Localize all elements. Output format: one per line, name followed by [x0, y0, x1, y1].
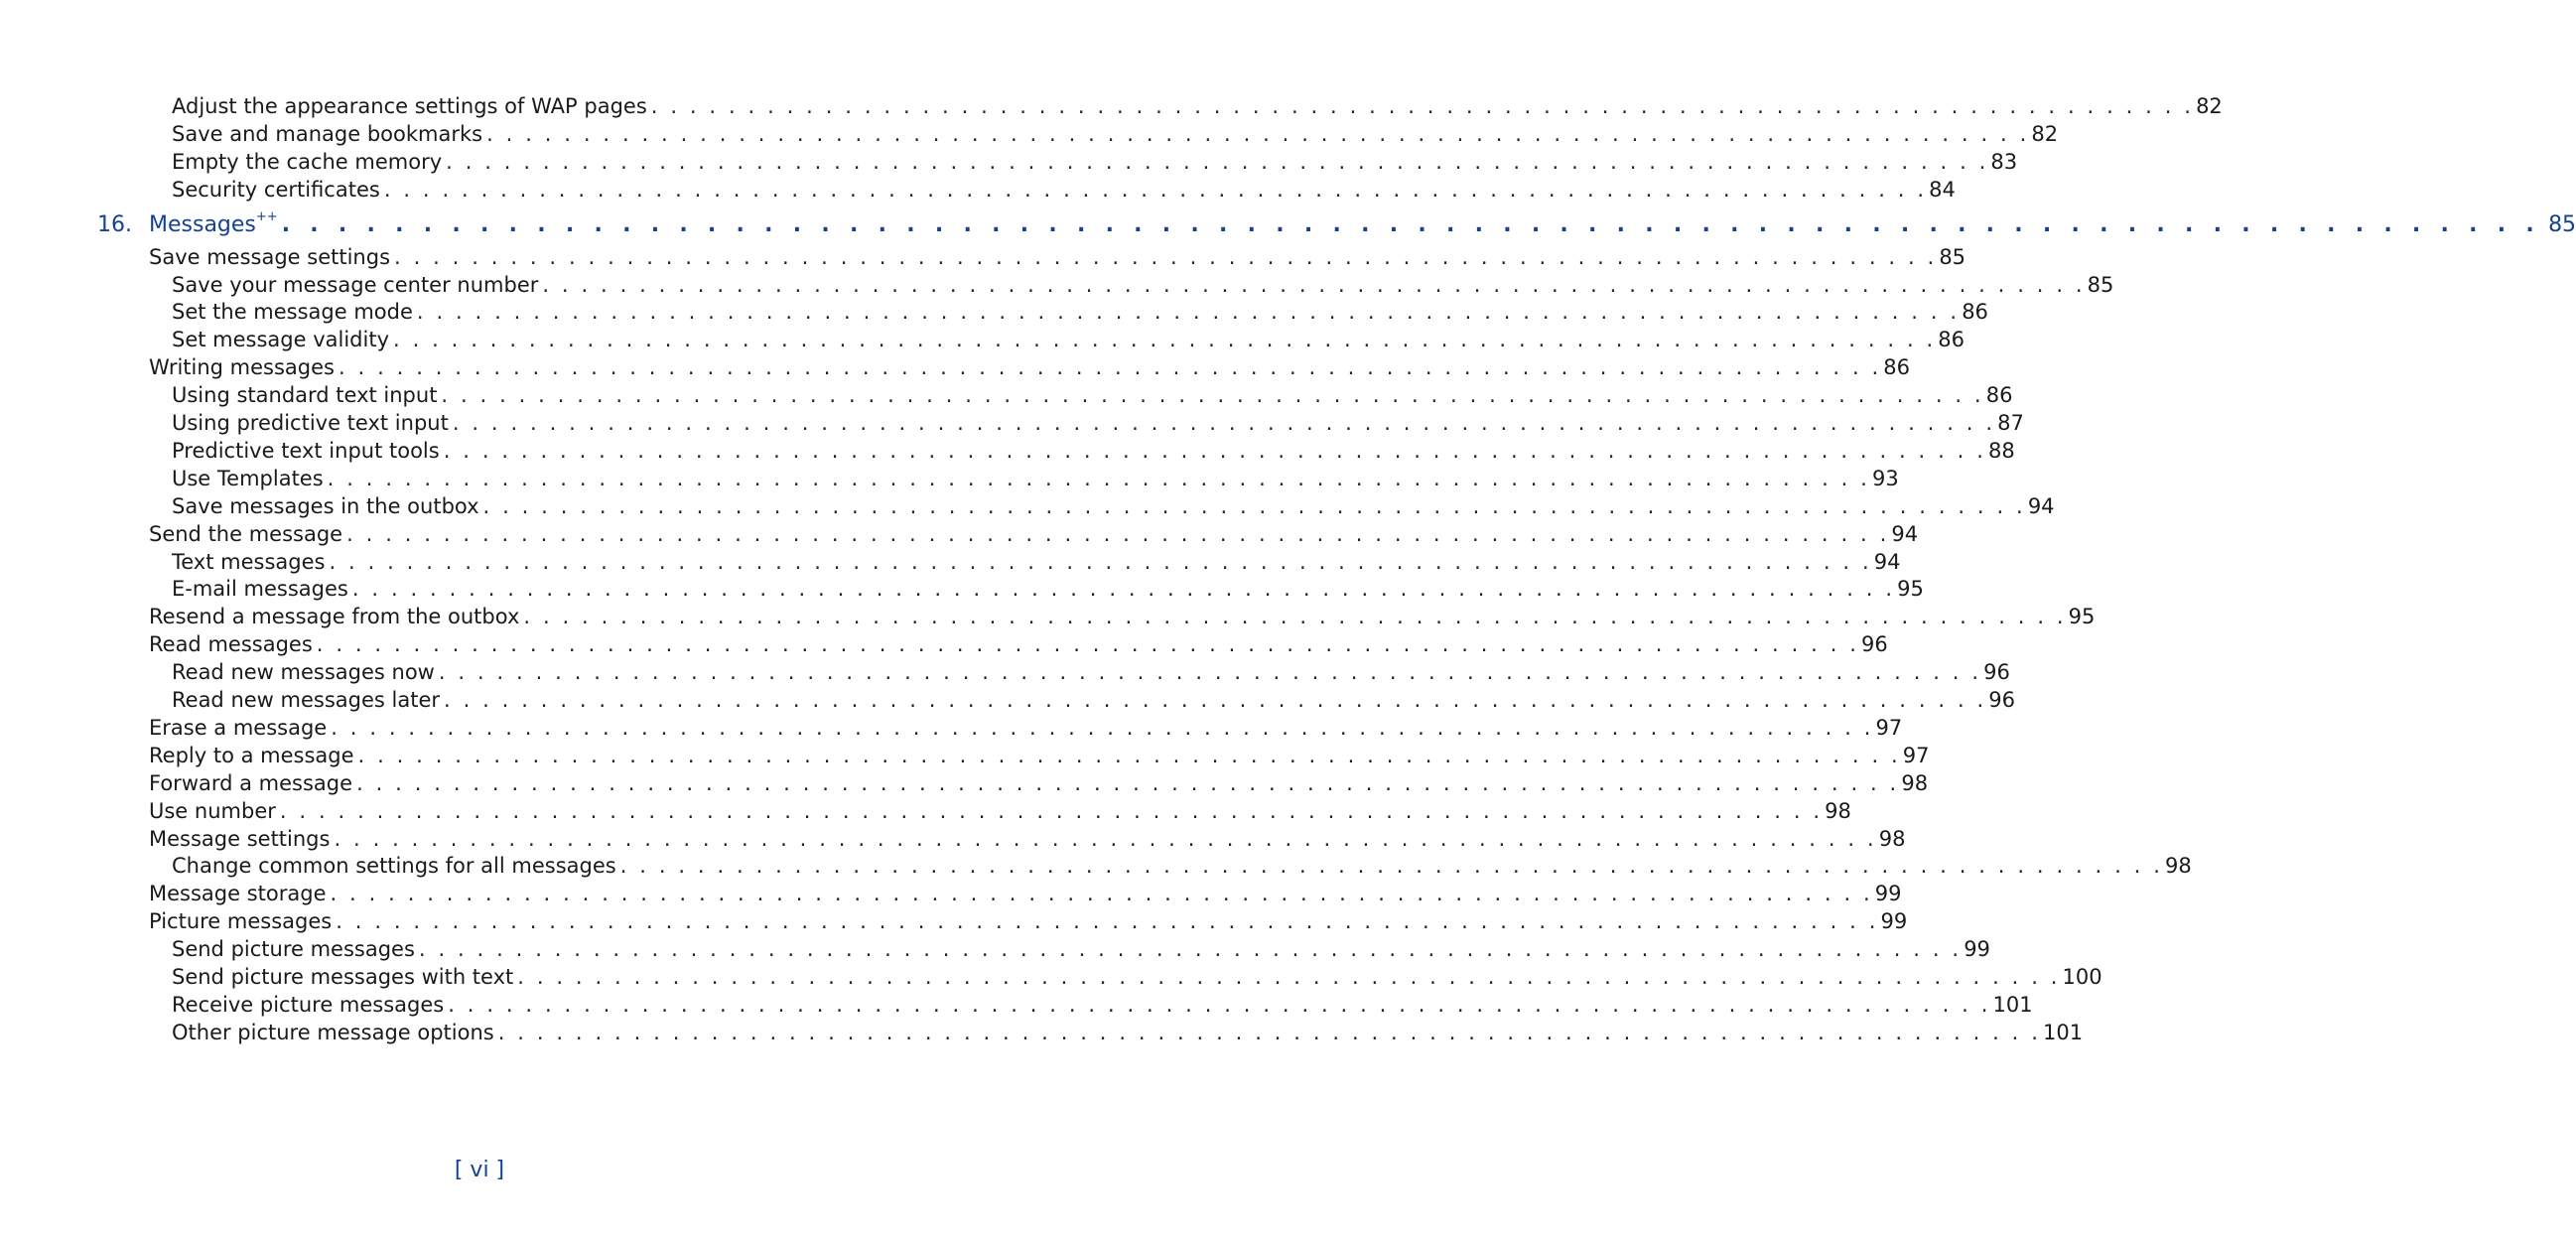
toc-entry — [172, 381, 2013, 409]
page-reference: 86 — [1938, 328, 1966, 352]
dot-leader: . . . . . . . . . . . . . . . . . . . . . . . . . . . . . . . . . . . . . . . . . . . . . . . . . . . . . . . . . . . . . . . . . . . . . . . . . . . . . . . . — [441, 383, 1984, 408]
toc-entry — [149, 825, 1906, 853]
toc-entry — [172, 120, 2059, 148]
toc-entry — [149, 520, 1919, 548]
page-reference: 98 — [1901, 770, 1929, 795]
toc-entry-title — [149, 880, 327, 907]
page-reference: 94 — [2027, 493, 2055, 518]
dot-leader: . . . . . . . . . . . . . . . . . . . . . . . . . . . . . . . . . . . . . . . . . . . . . . . . . . . . . . . . . . . . . . . . . . . . . . . . . . . . . . . . — [394, 244, 1938, 269]
page-reference: 96 — [1861, 632, 1888, 657]
page-reference: 86 — [1883, 355, 1911, 380]
dot-leader: . . . . . . . . . . . . . . . . . . . . . . . . . . . . . . . . . . . . . . . . . . . . . . . . . . . . . . . . . . . . . . . . . . . . . . . . . . . . . . . . — [523, 605, 2067, 629]
dot-leader: . . . . . . . . . . . . . . . . . . . . . . . . . . . . . . . . . . . . . . . . . . . . . . . . . . . . . . . . . . . . . . . . . . . . . . . . . . . . . . . . — [281, 211, 2541, 237]
toc-entry — [172, 92, 2223, 120]
dot-leader: . . . . . . . . . . . . . . . . . . . . . . . . . . . . . . . . . . . . . . . . . . . . . . . . . . . . . . . . . . . . . . . . . . . . . . . . . . . . . . . . — [334, 826, 1877, 851]
page-reference: 101 — [2043, 1020, 2084, 1044]
page-reference: 97 — [1875, 715, 1903, 740]
page-reference: 87 — [1997, 411, 2024, 435]
toc-entry — [149, 714, 1903, 742]
dot-leader: . . . . . . . . . . . . . . . . . . . . . . . . . . . . . . . . . . . . . . . . . . . . . . . . . . . . . . . . . . . . . . . . . . . . . . . . . . . . . . . . — [346, 521, 1890, 546]
toc-entry — [172, 575, 1924, 603]
dot-leader: . . . . . . . . . . . . . . . . . . . . . . . . . . . . . . . . . . . . . . . . . . . . . . . . . . . . . . . . . . . . . . . . . . . . . . . . . . . . . . . . — [438, 660, 1982, 685]
toc-entry-title — [172, 437, 440, 465]
entry-text: E-mail messages — [172, 577, 348, 602]
toc-entry-title — [172, 963, 513, 991]
dot-leader: . . . . . . . . . . . . . . . . . . . . . . . . . . . . . . . . . . . . . . . . . . . . . . . . . . . . . . . . . . . . . . . . . . . . . . . . . . . . . . . . — [444, 688, 1987, 712]
toc-entry-title — [172, 298, 413, 326]
entry-text: Save your message center number — [172, 272, 539, 297]
toc-entry-title — [149, 797, 276, 825]
toc-entry-title — [172, 548, 325, 576]
page-reference: 96 — [1983, 660, 2010, 685]
entry-text: Save and manage bookmarks — [172, 121, 483, 146]
toc-entry — [172, 658, 2010, 686]
dot-leader: . . . . . . . . . . . . . . . . . . . . . . . . . . . . . . . . . . . . . . . . . . . . . . . . . . . . . . . . . . . . . . . . . . . . . . . . . . . . . . . . — [446, 149, 1989, 174]
page-reference: 98 — [1878, 826, 1906, 851]
toc-entry — [172, 176, 1956, 204]
page-reference: 101 — [1992, 992, 2033, 1017]
toc-entry — [172, 963, 2102, 991]
toc-entry — [172, 271, 2114, 299]
dot-leader: . . . . . . . . . . . . . . . . . . . . . . . . . . . . . . . . . . . . . . . . . . . . . . . . . . . . . . . . . . . . . . . . . . . . . . . . . . . . . . . . — [330, 882, 1873, 906]
dot-leader: . . . . . . . . . . . . . . . . . . . . . . . . . . . . . . . . . . . . . . . . . . . . . . . . . . . . . . . . . . . . . . . . . . . . . . . . . . . . . . . . — [339, 355, 1882, 380]
entry-text: Resend a message from the outbox — [149, 605, 520, 629]
toc-chapter-entry — [97, 209, 2576, 239]
entry-text: Empty the cache memory — [172, 149, 443, 174]
page-reference: 82 — [2031, 121, 2059, 146]
toc-entry-title — [172, 381, 437, 409]
toc-entry-title — [149, 603, 519, 630]
toc-entry-title — [149, 353, 335, 381]
entry-text: Text messages — [172, 549, 326, 574]
dot-leader: . . . . . . . . . . . . . . . . . . . . . . . . . . . . . . . . . . . . . . . . . . . . . . . . . . . . . . . . . . . . . . . . . . . . . . . . . . . . . . . . — [316, 632, 1860, 657]
toc-entry-title — [172, 465, 324, 492]
toc-entry-title — [172, 492, 479, 520]
entry-text: Read new messages later — [172, 688, 441, 712]
toc-entry — [149, 907, 1908, 935]
dot-leader: . . . . . . . . . . . . . . . . . . . . . . . . . . . . . . . . . . . . . . . . . . . . . . . . . . . . . . . . . . . . . . . . . . . . . . . . . . . . . . . . — [482, 493, 2026, 518]
toc-entry — [172, 492, 2055, 520]
page-reference: 99 — [1880, 909, 1908, 934]
dot-leader: . . . . . . . . . . . . . . . . . . . . . . . . . . . . . . . . . . . . . . . . . . . . . . . . . . . . . . . . . . . . . . . . . . . . . . . . . . . . . . . . — [329, 549, 1872, 574]
entry-text: Picture messages — [149, 909, 333, 934]
toc-entry — [149, 630, 1888, 658]
dot-leader: . . . . . . . . . . . . . . . . . . . . . . . . . . . . . . . . . . . . . . . . . . . . . . . . . . . . . . . . . . . . . . . . . . . . . . . . . . . . . . . . — [331, 715, 1874, 740]
dot-leader: . . . . . . . . . . . . . . . . . . . . . . . . . . . . . . . . . . . . . . . . . . . . . . . . . . . . . . . . . . . . . . . . . . . . . . . . . . . . . . . . — [619, 854, 2163, 879]
entry-text: Message storage — [149, 882, 327, 906]
entry-text: Use number — [149, 798, 276, 823]
page-reference: 95 — [1897, 577, 1924, 602]
toc-entry — [172, 852, 2192, 880]
toc-entry — [172, 991, 2033, 1019]
toc-entry — [172, 1019, 2084, 1046]
toc-entry — [149, 742, 1930, 769]
toc-entry — [172, 148, 2018, 176]
dot-leader: . . . . . . . . . . . . . . . . . . . . . . . . . . . . . . . . . . . . . . . . . . . . . . . . . . . . . . . . . . . . . . . . . . . . . . . . . . . . . . . . — [448, 992, 1991, 1017]
chapter-title — [149, 211, 278, 239]
page-reference: 97 — [1902, 743, 1930, 767]
page-reference: 98 — [1825, 798, 1851, 823]
page-reference: 99 — [1964, 937, 1990, 962]
page-reference: 94 — [1873, 549, 1901, 574]
page-reference: 95 — [2068, 605, 2096, 629]
entry-text: Read messages — [149, 632, 313, 657]
dot-leader: . . . . . . . . . . . . . . . . . . . . . . . . . . . . . . . . . . . . . . . . . . . . . . . . . . . . . . . . . . . . . . . . . . . . . . . . . . . . . . . . — [357, 743, 1901, 767]
toc-entry — [149, 880, 1902, 907]
dot-leader: . . . . . . . . . . . . . . . . . . . . . . . . . . . . . . . . . . . . . . . . . . . . . . . . . . . . . . . . . . . . . . . . . . . . . . . . . . . . . . . . — [542, 272, 2086, 297]
dot-leader: . . . . . . . . . . . . . . . . . . . . . . . . . . . . . . . . . . . . . . . . . . . . . . . . . . . . . . . . . . . . . . . . . . . . . . . . . . . . . . . . — [650, 94, 2195, 118]
dot-leader: . . . . . . . . . . . . . . . . . . . . . . . . . . . . . . . . . . . . . . . . . . . . . . . . . . . . . . . . . . . . . . . . . . . . . . . . . . . . . . . . — [327, 466, 1870, 490]
toc-entry-title — [172, 658, 435, 686]
dot-leader: . . . . . . . . . . . . . . . . . . . . . . . . . . . . . . . . . . . . . . . . . . . . . . . . . . . . . . . . . . . . . . . . . . . . . . . . . . . . . . . . — [443, 438, 1986, 463]
page-reference: 88 — [1988, 438, 2015, 463]
toc-entry — [149, 353, 1911, 381]
toc-entry — [172, 548, 1901, 576]
entry-text: Security certificates — [172, 177, 380, 202]
page-reference: 85 — [2087, 272, 2114, 297]
toc-entry-title — [172, 935, 415, 963]
page-reference: 96 — [1988, 688, 2016, 712]
entry-text: Messages — [149, 211, 256, 237]
toc-entry — [149, 603, 2096, 630]
toc-entry-title — [172, 148, 442, 176]
toc-entry-title — [149, 714, 327, 742]
toc-entry-title — [149, 630, 313, 658]
toc-entry — [149, 769, 1929, 797]
chapter-number: 16. — [97, 211, 132, 237]
entry-text: Receive picture messages — [172, 992, 445, 1017]
toc-entry — [172, 326, 1966, 353]
toc-entry — [149, 797, 1851, 825]
page-number-footer: [ vi ] — [454, 1158, 505, 1182]
toc-entry-title — [172, 1019, 494, 1046]
dot-leader: . . . . . . . . . . . . . . . . . . . . . . . . . . . . . . . . . . . . . . . . . . . . . . . . . . . . . . . . . . . . . . . . . . . . . . . . . . . . . . . . — [393, 328, 1937, 352]
page-reference: 94 — [1891, 521, 1919, 546]
toc-entry — [172, 935, 1990, 963]
page-reference: 86 — [1962, 300, 1988, 325]
toc-entry-title — [149, 742, 354, 769]
dot-leader: . . . . . . . . . . . . . . . . . . . . . . . . . . . . . . . . . . . . . . . . . . . . . . . . . . . . . . . . . . . . . . . . . . . . . . . . . . . . . . . . — [336, 909, 1879, 934]
entry-text: Save message settings — [149, 244, 391, 269]
page-reference: 85 — [1939, 244, 1966, 269]
entry-text: Adjust the appearance settings of WAP pages — [172, 94, 647, 118]
dot-leader: . . . . . . . . . . . . . . . . . . . . . . . . . . . . . . . . . . . . . . . . . . . . . . . . . . . . . . . . . . . . . . . . . . . . . . . . . . . . . . . . — [356, 770, 1900, 795]
dot-leader: . . . . . . . . . . . . . . . . . . . . . . . . . . . . . . . . . . . . . . . . . . . . . . . . . . . . . . . . . . . . . . . . . . . . . . . . . . . . . . . . — [418, 937, 1963, 962]
entry-text: Change common settings for all messages — [172, 854, 616, 879]
entry-text: Using standard text input — [172, 383, 438, 408]
dot-leader: . . . . . . . . . . . . . . . . . . . . . . . . . . . . . . . . . . . . . . . . . . . . . . . . . . . . . . . . . . . . . . . . . . . . . . . . . . . . . . . . — [517, 965, 2061, 989]
dot-leader: . . . . . . . . . . . . . . . . . . . . . . . . . . . . . . . . . . . . . . . . . . . . . . . . . . . . . . . . . . . . . . . . . . . . . . . . . . . . . . . . — [279, 798, 1824, 823]
dot-leader: . . . . . . . . . . . . . . . . . . . . . . . . . . . . . . . . . . . . . . . . . . . . . . . . . . . . . . . . . . . . . . . . . . . . . . . . . . . . . . . . — [383, 177, 1928, 202]
toc-entry-title — [172, 326, 389, 353]
entry-text: Set message validity — [172, 328, 390, 352]
entry-text: Send picture messages with text — [172, 965, 514, 989]
toc-entry-title — [149, 243, 390, 271]
entry-text: Reply to a message — [149, 743, 354, 767]
page-reference: 85 — [2548, 211, 2576, 237]
toc-entry-title — [172, 852, 616, 880]
page-reference: 83 — [1990, 149, 2018, 174]
entry-text: Set the message mode — [172, 300, 413, 325]
toc-entry-title — [172, 92, 647, 120]
entry-text: Save messages in the outbox — [172, 493, 479, 518]
toc-entry-title — [172, 409, 449, 437]
page-reference: 99 — [1874, 882, 1902, 906]
toc-entry-title — [172, 575, 348, 603]
entry-text: Forward a message — [149, 770, 353, 795]
page-reference: 100 — [2062, 965, 2102, 989]
toc-entry — [172, 298, 1988, 326]
page-reference: 84 — [1929, 177, 1956, 202]
page-reference: 93 — [1871, 466, 1899, 490]
toc-entry-title — [172, 271, 538, 299]
dot-leader: . . . . . . . . . . . . . . . . . . . . . . . . . . . . . . . . . . . . . . . . . . . . . . . . . . . . . . . . . . . . . . . . . . . . . . . . . . . . . . . . — [486, 121, 2030, 146]
entry-text: Writing messages — [149, 355, 335, 380]
dot-leader: . . . . . . . . . . . . . . . . . . . . . . . . . . . . . . . . . . . . . . . . . . . . . . . . . . . . . . . . . . . . . . . . . . . . . . . . . . . . . . . . — [416, 300, 1961, 325]
toc-entry — [149, 243, 1966, 271]
entry-text: Other picture message options — [172, 1020, 494, 1044]
toc-entry-title — [172, 120, 482, 148]
dot-leader: . . . . . . . . . . . . . . . . . . . . . . . . . . . . . . . . . . . . . . . . . . . . . . . . . . . . . . . . . . . . . . . . . . . . . . . . . . . . . . . . — [351, 577, 1896, 602]
dot-leader: . . . . . . . . . . . . . . . . . . . . . . . . . . . . . . . . . . . . . . . . . . . . . . . . . . . . . . . . . . . . . . . . . . . . . . . . . . . . . . . . — [452, 411, 1996, 435]
toc-entry — [172, 437, 2015, 465]
entry-text: Send the message — [149, 521, 343, 546]
toc-entry-title — [149, 520, 342, 548]
entry-text: Send picture messages — [172, 937, 415, 962]
entry-text: Use Templates — [172, 466, 324, 490]
entry-text: Predictive text input tools — [172, 438, 440, 463]
toc-entry-title — [149, 825, 330, 853]
toc-entry-title — [149, 769, 352, 797]
entry-text: Message settings — [149, 826, 331, 851]
page-reference: 86 — [1985, 383, 2013, 408]
chapter-superscript: ++ — [255, 209, 278, 225]
entry-text: Read new messages now — [172, 660, 435, 685]
toc-entry — [172, 686, 2016, 714]
toc-entry-title — [172, 176, 380, 204]
toc-entry — [172, 409, 2024, 437]
toc-entry-title — [172, 686, 440, 714]
page-reference: 82 — [2196, 94, 2223, 118]
toc-entry — [172, 465, 1899, 492]
dot-leader: . . . . . . . . . . . . . . . . . . . . . . . . . . . . . . . . . . . . . . . . . . . . . . . . . . . . . . . . . . . . . . . . . . . . . . . . . . . . . . . . — [497, 1020, 2042, 1044]
entry-text: Erase a message — [149, 715, 328, 740]
toc-entry-title — [172, 991, 444, 1019]
toc-entry-title — [149, 907, 332, 935]
page-reference: 98 — [2165, 854, 2192, 879]
entry-text: Using predictive text input — [172, 411, 449, 435]
